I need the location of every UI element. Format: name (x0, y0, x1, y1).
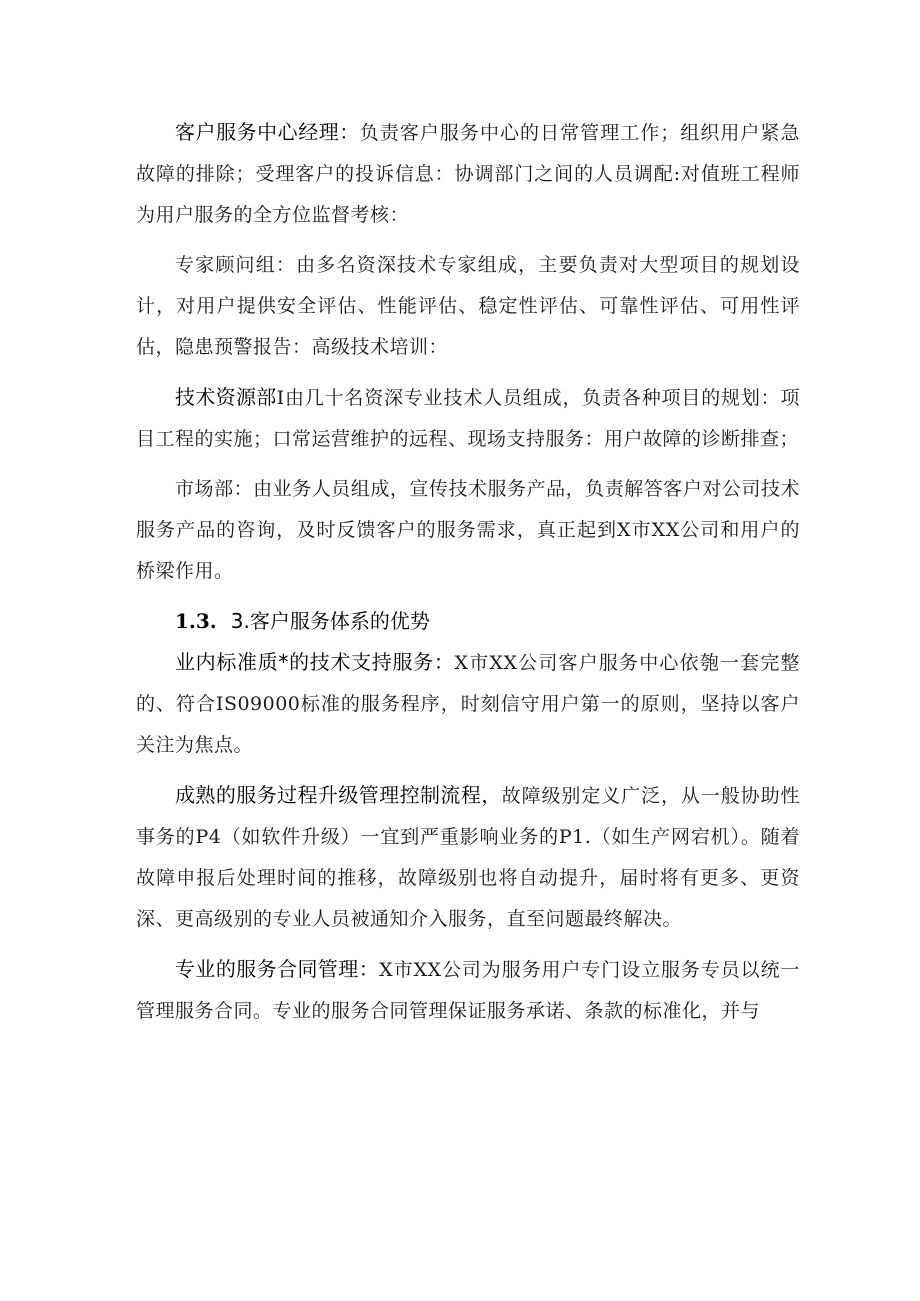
paragraph-text: X市XX公司客户服务中心依匏一套完整的、符合IS09000标准的服务程序，时刻信守用户第一的原则，坚持以客户关注为焦点。 (136, 652, 800, 756)
paragraph-standard-support (136, 642, 800, 766)
paragraph-text: 负责客户服务中心的日常管理工作；组织用户紧急故障的排除；受理客户的投诉信息：协调部门之间的人员调配:对值班工程师为用户服务的全方位监督考核： (136, 122, 800, 226)
paragraph-text: 故障级别定义广泛，从一般协助性事务的P4（如软件升级）一宜到严重影响业务的P1.（如生产网宕机）。随着故障申报后处理时间的推移，故障级别也将自动提升，届时将有更多、更资深、更高级别的专业人员被通知介入服务，直至问题最终解决。 (136, 785, 800, 930)
paragraph-lead: 客户服务中心经理： (175, 120, 360, 144)
paragraph-lead: 专业的服务合同管理： (175, 957, 380, 981)
paragraph-lead: 业内标准质*的技术支持服务： (175, 650, 455, 674)
paragraph-expert-group (136, 245, 800, 368)
paragraph-lead: 技术资源部 (175, 385, 277, 409)
section-heading (136, 601, 800, 642)
paragraph-text: X市XX公司为服务用户专门设立服务专员以统一管理服务合同。专业的服务合同管理保证服务承诺、条款的标准化，并与 (136, 959, 800, 1022)
paragraph-market-dept (136, 469, 800, 592)
document-body (136, 112, 800, 1032)
paragraph-escalation-process (136, 775, 800, 940)
paragraph-text: 专家顾问组：由多名资深技术专家组成，主要负责对大型项目的规划设计，对用户提供安全评估、性能评估、稳定性评估、可靠性评估、可用性评估，隐患预警报告：高级技术培训： (136, 254, 800, 358)
paragraph-contract-management (136, 949, 800, 1032)
paragraph-customer-service-manager (136, 112, 800, 236)
paragraph-text: 市场部：由业务人员组成，宣传技术服务产品，负责解答客户对公司技术服务产品的咨询，及时反馈客户的服务需求，真正起到X市XX公司和用户的桥梁作用。 (136, 478, 800, 582)
section-title: 3.客户服务体系的优势 (230, 609, 430, 633)
section-number: 1.3. (175, 609, 217, 633)
paragraph-tech-resources (136, 377, 800, 460)
paragraph-lead: 成熟的服务过程升级管理控制流程， (175, 783, 502, 807)
paragraph-text: I由几十名资深专业技术人员组成，负责各种项目的规划：项目工程的实施；口常运营维护的远程、现场支持服务：用户故障的诊断排查； (136, 387, 801, 450)
